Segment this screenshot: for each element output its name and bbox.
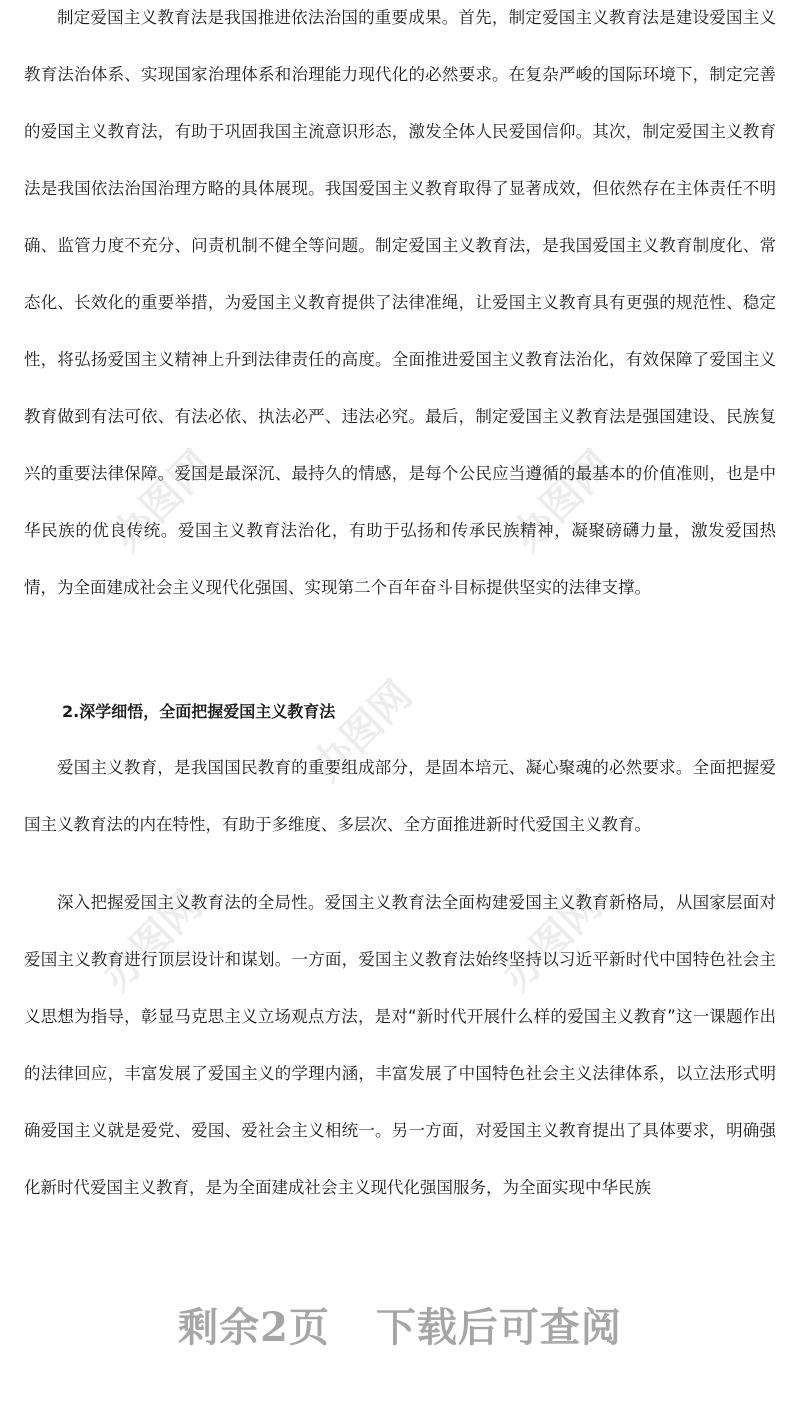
section-heading: 2.深学细悟，全面把握爱国主义教育法 [62,702,336,721]
body-paragraph: 爱国主义教育，是我国国民教育的重要组成部分，是固本培元、凝心聚魂的必然要求。全面把握爱国主义教育法的内在特性，有助于多维度、多层次、全方面推进新时代爱国主义教育。 [24,758,776,834]
remaining-pages-text: 剩余2页 [178,1304,330,1351]
watermark: 办图网 [493,882,612,1000]
watermark: 办图网 [93,882,212,1000]
download-prompt-text: 下载后可查阅 [375,1304,622,1351]
watermark: 办图网 [103,442,222,560]
preview-limit-banner[interactable] [0,1296,800,1353]
body-paragraph: 制定爱国主义教育法是我国推进依法治国的重要成果。首先，制定爱国主义教育法是建设爱国主义教育法治体系、实现国家治理体系和治理能力现代化的必然要求。在复杂严峻的国际环境下，制定完善的爱国主义教育法，有助于巩固我国主流意识形态，激发全体人民爱国信仰。其次，制定爱国主义教育法是我国依法治国治理方略的具体展现。我国爱国主义教育取得了显著成效，但依然存在主体责任不明确、监管力度不充分、问责机制不健全等问题。制定爱国主义教育法，是我国爱国主义教育制度化、常态化、长效化的重要举措，为爱国主义教育提供了法律准绳，让爱国主义教育具有更强的规范性、稳定性，将弘扬爱国主义精神上升到法律责任的高度。全面推进爱国主义教育法治化，有效保障了爱国主义教育做到有法可依、有法必依、执法必严、违法必究。最后，制定爱国主义教育法是强国建设、民族复兴的重要法律保障。爱国是最深沉、最持久的情感，是每个公民应当遵循的最基本的价值准则，也是中华民族的优良传统。爱国主义教育法治化，有助于弘扬和传承民族精神，凝聚磅礴力量，激发爱国热情，为全面建成社会主义现代化强国、实现第二个百年奋斗目标提供坚实的法律支撑。 [24,8,776,597]
watermark: 办图网 [503,442,622,560]
body-paragraph: 深入把握爱国主义教育法的全局性。爱国主义教育法全面构建爱国主义教育新格局，从国家层面对爱国主义教育进行顶层设计和谋划。一方面，爱国主义教育法始终坚持以习近平新时代中国特色社会主义思想为指导，彰显马克思主义立场观点方法，是对“新时代开展什么样的爱国主义教育”这一课题作出的法律回应，丰富发展了爱国主义的学理内涵，丰富发展了中国特色社会主义法律体系，以立法形式明确爱国主义就是爱党、爱国、爱社会主义相统一。另一方面，对爱国主义教育提出了具体要求，明确强化新时代爱国主义教育，是为全面建成社会主义现代化强国服务，为全面实现中华民族 [24,893,776,1197]
watermark: 办图网 [303,672,422,790]
